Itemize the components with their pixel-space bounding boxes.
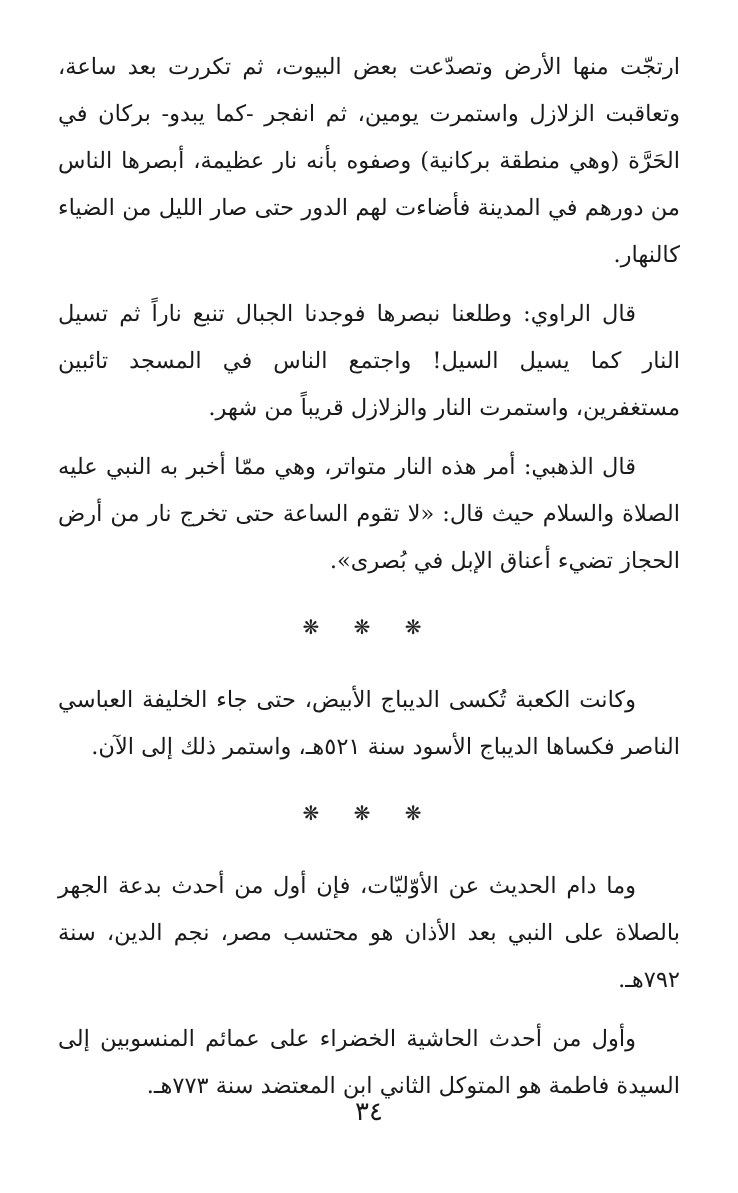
paragraph-kaaba-covering: وكانت الكعبة تُكسى الديباج الأبيض، حتى جاء الخليفة العباسي الناصر فكساها الديباج الأسود سنة ٥٢١هـ، واستمر ذلك إلى الآن. xyxy=(58,687,680,760)
paragraph-dhahabi: قال الذهبي: أمر هذه النار متواتر، وهي ممّا أخبر به النبي عليه الصلاة والسلام حيث قال: «لا تقوم الساعة حتى تخرج نار من أرض الحجاز تضيء أعناق الإبل في بُصرى». xyxy=(58,454,680,574)
page-number: ٣٤ xyxy=(355,1097,383,1127)
paragraph-firsts-adhan: وما دام الحديث عن الأوّليّات، فإن أول من أحدث بدعة الجهر بالصلاة على النبي بعد الأذان هو محتسب مصر، نجم الدين، سنة ٧٩٢هـ. xyxy=(58,873,680,993)
section-divider: ❋ ❋ ❋ xyxy=(302,801,436,825)
section-divider: ❋ ❋ ❋ xyxy=(302,615,436,639)
page-body xyxy=(58,44,680,1122)
paragraph-narrator: قال الراوي: وطلعنا نبصرها فوجدنا الجبال تنبع ناراً ثم تسيل النار كما يسيل السيل! واجتمع الناس في المسجد تائبين مستغفرين، واستمرت النار والزلازل قريباً من شهر. xyxy=(58,301,680,421)
paragraph-earthquake-volcano: ارتجّت منها الأرض وتصدّعت بعض البيوت، ثم تكررت بعد ساعة، وتعاقبت الزلازل واستمرت يومين، ثم انفجر -كما يبدو- بركان في الحَرَّة (وهي منطقة بركانية) وصفوه بأنه نار عظيمة، أبصرها الناس من دورهم في المدينة فأضاءت لهم الدور حتى صار الليل من الضياء كالنهار. xyxy=(58,54,680,268)
paragraph-firsts-turban: وأول من أحدث الحاشية الخضراء على عمائم المنسوبين إلى السيدة فاطمة هو المتوكل الثاني ابن المعتضد سنة ٧٧٣هـ. xyxy=(58,1026,680,1099)
